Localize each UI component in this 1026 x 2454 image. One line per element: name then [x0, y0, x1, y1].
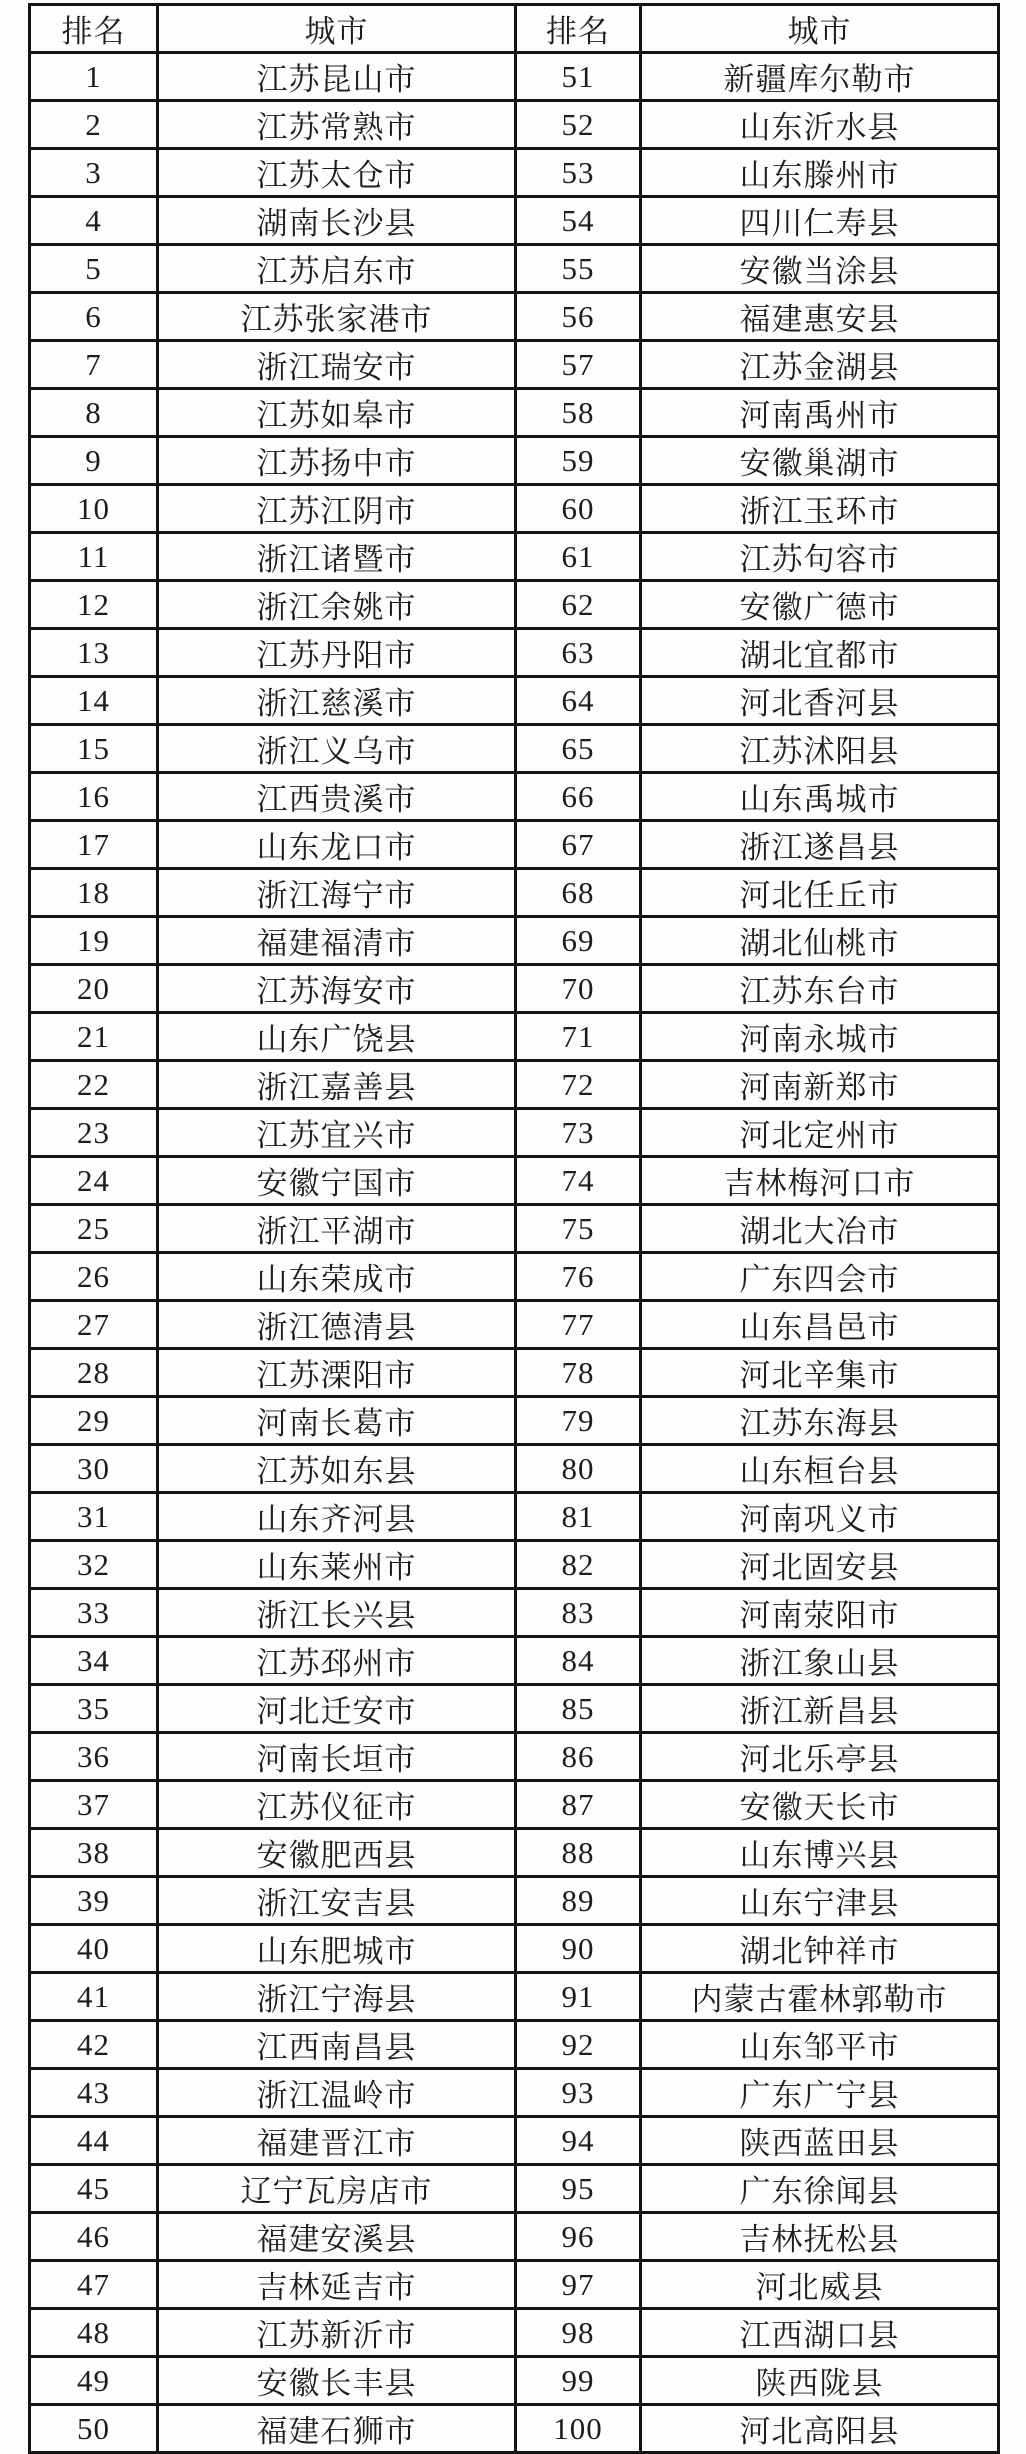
- table-row: [30, 293, 999, 341]
- city-cell: 湖北钟祥市: [641, 1925, 999, 1973]
- table-row: [30, 1301, 999, 1349]
- table-row: [30, 1925, 999, 1973]
- rank-cell: 7: [30, 341, 158, 389]
- city-cell: 山东齐河县: [158, 1493, 516, 1541]
- rank-cell: 89: [516, 1877, 641, 1925]
- rank-cell: 75: [516, 1205, 641, 1253]
- city-cell: 河南荥阳市: [641, 1589, 999, 1637]
- table-row: [30, 245, 999, 293]
- rank-cell: 66: [516, 773, 641, 821]
- city-cell: 浙江义乌市: [158, 725, 516, 773]
- table-row: [30, 1205, 999, 1253]
- rank-cell: 94: [516, 2117, 641, 2165]
- rank-cell: 46: [30, 2213, 158, 2261]
- rank-cell: 28: [30, 1349, 158, 1397]
- rank-cell: 9: [30, 437, 158, 485]
- rank-cell: 67: [516, 821, 641, 869]
- rank-cell: 18: [30, 869, 158, 917]
- rank-cell: 60: [516, 485, 641, 533]
- city-cell: 江苏扬中市: [158, 437, 516, 485]
- city-cell: 山东莱州市: [158, 1541, 516, 1589]
- table-row: [30, 1829, 999, 1877]
- city-cell: 山东荣成市: [158, 1253, 516, 1301]
- city-cell: 湖北仙桃市: [641, 917, 999, 965]
- city-cell: 河北乐亭县: [641, 1733, 999, 1781]
- table-row: [30, 965, 999, 1013]
- table-row: [30, 2405, 999, 2453]
- city-cell: 浙江慈溪市: [158, 677, 516, 725]
- table-row: [30, 2261, 999, 2309]
- rank-cell: 77: [516, 1301, 641, 1349]
- city-cell: 江苏如皋市: [158, 389, 516, 437]
- rank-cell: 78: [516, 1349, 641, 1397]
- rank-cell: 87: [516, 1781, 641, 1829]
- rank-cell: 29: [30, 1397, 158, 1445]
- city-cell: 安徽当涂县: [641, 245, 999, 293]
- table-row: [30, 2069, 999, 2117]
- rank-cell: 80: [516, 1445, 641, 1493]
- table-row: [30, 581, 999, 629]
- city-cell: 吉林梅河口市: [641, 1157, 999, 1205]
- city-cell: 山东肥城市: [158, 1925, 516, 1973]
- city-cell: 浙江余姚市: [158, 581, 516, 629]
- city-cell: 江苏宜兴市: [158, 1109, 516, 1157]
- rank-cell: 15: [30, 725, 158, 773]
- city-cell: 河南长垣市: [158, 1733, 516, 1781]
- table-row: [30, 2021, 999, 2069]
- city-cell: 浙江长兴县: [158, 1589, 516, 1637]
- rank-cell: 84: [516, 1637, 641, 1685]
- city-cell: 安徽广德市: [641, 581, 999, 629]
- city-ranking-table: [28, 3, 1000, 2454]
- city-cell: 福建石狮市: [158, 2405, 516, 2453]
- rank-cell: 19: [30, 917, 158, 965]
- city-cell: 山东桓台县: [641, 1445, 999, 1493]
- city-cell: 浙江象山县: [641, 1637, 999, 1685]
- rank-cell: 74: [516, 1157, 641, 1205]
- rank-cell: 2: [30, 101, 158, 149]
- rank-cell: 58: [516, 389, 641, 437]
- city-cell: 山东禹城市: [641, 773, 999, 821]
- city-cell: 吉林延吉市: [158, 2261, 516, 2309]
- city-cell: 安徽天长市: [641, 1781, 999, 1829]
- rank-cell: 50: [30, 2405, 158, 2453]
- city-cell: 山东沂水县: [641, 101, 999, 149]
- rank-cell: 36: [30, 1733, 158, 1781]
- header-rank-left: 排名: [30, 5, 158, 53]
- rank-cell: 33: [30, 1589, 158, 1637]
- table-row: [30, 197, 999, 245]
- city-cell: 河北辛集市: [641, 1349, 999, 1397]
- city-cell: 陕西陇县: [641, 2357, 999, 2405]
- table-row: [30, 1733, 999, 1781]
- city-cell: 江苏昆山市: [158, 53, 516, 101]
- rank-cell: 24: [30, 1157, 158, 1205]
- city-cell: 江苏仪征市: [158, 1781, 516, 1829]
- city-cell: 江苏启东市: [158, 245, 516, 293]
- rank-cell: 8: [30, 389, 158, 437]
- city-cell: 福建晋江市: [158, 2117, 516, 2165]
- rank-cell: 14: [30, 677, 158, 725]
- table-row: [30, 725, 999, 773]
- rank-cell: 100: [516, 2405, 641, 2453]
- table-row: [30, 2357, 999, 2405]
- city-cell: 河北固安县: [641, 1541, 999, 1589]
- city-cell: 江苏邳州市: [158, 1637, 516, 1685]
- city-cell: 河南新郑市: [641, 1061, 999, 1109]
- rank-cell: 40: [30, 1925, 158, 1973]
- city-cell: 河北定州市: [641, 1109, 999, 1157]
- city-cell: 浙江新昌县: [641, 1685, 999, 1733]
- rank-cell: 65: [516, 725, 641, 773]
- table-row: [30, 821, 999, 869]
- city-cell: 湖南长沙县: [158, 197, 516, 245]
- rank-cell: 32: [30, 1541, 158, 1589]
- rank-cell: 64: [516, 677, 641, 725]
- header-row: [30, 5, 999, 53]
- city-cell: 浙江瑞安市: [158, 341, 516, 389]
- city-cell: 山东滕州市: [641, 149, 999, 197]
- rank-cell: 72: [516, 1061, 641, 1109]
- city-cell: 广东四会市: [641, 1253, 999, 1301]
- city-cell: 江苏金湖县: [641, 341, 999, 389]
- table-row: [30, 149, 999, 197]
- table-row: [30, 1973, 999, 2021]
- city-cell: 江西南昌县: [158, 2021, 516, 2069]
- city-cell: 新疆库尔勒市: [641, 53, 999, 101]
- rank-cell: 26: [30, 1253, 158, 1301]
- table-row: [30, 485, 999, 533]
- table-row: [30, 2117, 999, 2165]
- city-cell: 浙江平湖市: [158, 1205, 516, 1253]
- city-cell: 江苏东台市: [641, 965, 999, 1013]
- rank-cell: 23: [30, 1109, 158, 1157]
- table-row: [30, 1349, 999, 1397]
- table-row: [30, 1253, 999, 1301]
- city-cell: 安徽宁国市: [158, 1157, 516, 1205]
- city-cell: 浙江安吉县: [158, 1877, 516, 1925]
- rank-cell: 45: [30, 2165, 158, 2213]
- city-cell: 湖北大冶市: [641, 1205, 999, 1253]
- city-cell: 河北任丘市: [641, 869, 999, 917]
- table-row: [30, 1781, 999, 1829]
- rank-cell: 98: [516, 2309, 641, 2357]
- rank-cell: 99: [516, 2357, 641, 2405]
- rank-cell: 31: [30, 1493, 158, 1541]
- rank-cell: 61: [516, 533, 641, 581]
- city-cell: 江苏海安市: [158, 965, 516, 1013]
- city-cell: 河南永城市: [641, 1013, 999, 1061]
- rank-cell: 79: [516, 1397, 641, 1445]
- rank-cell: 27: [30, 1301, 158, 1349]
- city-cell: 陕西蓝田县: [641, 2117, 999, 2165]
- rank-cell: 81: [516, 1493, 641, 1541]
- rank-cell: 10: [30, 485, 158, 533]
- city-cell: 山东宁津县: [641, 1877, 999, 1925]
- city-cell: 江苏东海县: [641, 1397, 999, 1445]
- table-row: [30, 533, 999, 581]
- city-cell: 广东徐闻县: [641, 2165, 999, 2213]
- rank-cell: 48: [30, 2309, 158, 2357]
- rank-cell: 44: [30, 2117, 158, 2165]
- rank-cell: 16: [30, 773, 158, 821]
- rank-cell: 97: [516, 2261, 641, 2309]
- city-cell: 山东昌邑市: [641, 1301, 999, 1349]
- table-row: [30, 2165, 999, 2213]
- rank-cell: 1: [30, 53, 158, 101]
- city-cell: 河北高阳县: [641, 2405, 999, 2453]
- rank-cell: 3: [30, 149, 158, 197]
- table-row: [30, 1541, 999, 1589]
- city-cell: 湖北宜都市: [641, 629, 999, 677]
- rank-cell: 92: [516, 2021, 641, 2069]
- rank-cell: 83: [516, 1589, 641, 1637]
- rank-cell: 38: [30, 1829, 158, 1877]
- rank-cell: 68: [516, 869, 641, 917]
- city-cell: 江西湖口县: [641, 2309, 999, 2357]
- rank-cell: 56: [516, 293, 641, 341]
- city-cell: 福建安溪县: [158, 2213, 516, 2261]
- rank-cell: 85: [516, 1685, 641, 1733]
- rank-cell: 20: [30, 965, 158, 1013]
- rank-cell: 51: [516, 53, 641, 101]
- city-cell: 福建福清市: [158, 917, 516, 965]
- rank-cell: 55: [516, 245, 641, 293]
- city-cell: 江西贵溪市: [158, 773, 516, 821]
- city-cell: 浙江玉环市: [641, 485, 999, 533]
- header-city-left: 城市: [158, 5, 516, 53]
- rank-cell: 54: [516, 197, 641, 245]
- table-row: [30, 1493, 999, 1541]
- table-row: [30, 917, 999, 965]
- city-cell: 江苏丹阳市: [158, 629, 516, 677]
- rank-cell: 95: [516, 2165, 641, 2213]
- table-row: [30, 1061, 999, 1109]
- rank-cell: 88: [516, 1829, 641, 1877]
- rank-cell: 62: [516, 581, 641, 629]
- rank-cell: 17: [30, 821, 158, 869]
- rank-cell: 91: [516, 1973, 641, 2021]
- city-cell: 浙江遂昌县: [641, 821, 999, 869]
- rank-cell: 12: [30, 581, 158, 629]
- city-cell: 山东博兴县: [641, 1829, 999, 1877]
- rank-cell: 76: [516, 1253, 641, 1301]
- table-row: [30, 1877, 999, 1925]
- rank-cell: 43: [30, 2069, 158, 2117]
- rank-cell: 86: [516, 1733, 641, 1781]
- rank-cell: 93: [516, 2069, 641, 2117]
- city-cell: 广东广宁县: [641, 2069, 999, 2117]
- table-row: [30, 437, 999, 485]
- city-cell: 江苏沭阳县: [641, 725, 999, 773]
- table-row: [30, 1445, 999, 1493]
- city-cell: 浙江宁海县: [158, 1973, 516, 2021]
- city-cell: 浙江海宁市: [158, 869, 516, 917]
- city-cell: 内蒙古霍林郭勒市: [641, 1973, 999, 2021]
- rank-cell: 35: [30, 1685, 158, 1733]
- city-cell: 四川仁寿县: [641, 197, 999, 245]
- rank-cell: 37: [30, 1781, 158, 1829]
- table-row: [30, 773, 999, 821]
- city-cell: 浙江温岭市: [158, 2069, 516, 2117]
- city-cell: 河北香河县: [641, 677, 999, 725]
- city-cell: 江苏溧阳市: [158, 1349, 516, 1397]
- city-cell: 河南长葛市: [158, 1397, 516, 1445]
- rank-cell: 41: [30, 1973, 158, 2021]
- rank-cell: 5: [30, 245, 158, 293]
- table-row: [30, 629, 999, 677]
- table-row: [30, 2213, 999, 2261]
- rank-cell: 82: [516, 1541, 641, 1589]
- table-row: [30, 1685, 999, 1733]
- city-cell: 河南巩义市: [641, 1493, 999, 1541]
- rank-cell: 42: [30, 2021, 158, 2069]
- city-cell: 江苏句容市: [641, 533, 999, 581]
- city-cell: 辽宁瓦房店市: [158, 2165, 516, 2213]
- rank-cell: 22: [30, 1061, 158, 1109]
- rank-cell: 47: [30, 2261, 158, 2309]
- header-city-right: 城市: [641, 5, 999, 53]
- city-cell: 山东邹平市: [641, 2021, 999, 2069]
- table-row: [30, 1589, 999, 1637]
- city-cell: 浙江诸暨市: [158, 533, 516, 581]
- rank-cell: 21: [30, 1013, 158, 1061]
- rank-cell: 6: [30, 293, 158, 341]
- rank-cell: 11: [30, 533, 158, 581]
- rank-cell: 71: [516, 1013, 641, 1061]
- rank-cell: 63: [516, 629, 641, 677]
- city-cell: 江苏张家港市: [158, 293, 516, 341]
- city-cell: 安徽巢湖市: [641, 437, 999, 485]
- rank-cell: 13: [30, 629, 158, 677]
- rank-cell: 39: [30, 1877, 158, 1925]
- table-row: [30, 1109, 999, 1157]
- city-cell: 浙江德清县: [158, 1301, 516, 1349]
- rank-cell: 4: [30, 197, 158, 245]
- rank-cell: 73: [516, 1109, 641, 1157]
- rank-cell: 52: [516, 101, 641, 149]
- header-rank-right: 排名: [516, 5, 641, 53]
- table-row: [30, 53, 999, 101]
- rank-cell: 70: [516, 965, 641, 1013]
- table-row: [30, 1157, 999, 1205]
- city-cell: 山东龙口市: [158, 821, 516, 869]
- city-cell: 江苏常熟市: [158, 101, 516, 149]
- city-cell: 浙江嘉善县: [158, 1061, 516, 1109]
- city-cell: 江苏太仓市: [158, 149, 516, 197]
- rank-cell: 49: [30, 2357, 158, 2405]
- city-cell: 江苏新沂市: [158, 2309, 516, 2357]
- city-cell: 安徽肥西县: [158, 1829, 516, 1877]
- city-cell: 河南禹州市: [641, 389, 999, 437]
- table-row: [30, 101, 999, 149]
- rank-cell: 90: [516, 1925, 641, 1973]
- city-cell: 吉林抚松县: [641, 2213, 999, 2261]
- table-row: [30, 1637, 999, 1685]
- table-row: [30, 869, 999, 917]
- rank-cell: 53: [516, 149, 641, 197]
- table-row: [30, 341, 999, 389]
- rank-cell: 30: [30, 1445, 158, 1493]
- rank-cell: 96: [516, 2213, 641, 2261]
- city-cell: 江苏江阴市: [158, 485, 516, 533]
- rank-cell: 59: [516, 437, 641, 485]
- rank-cell: 57: [516, 341, 641, 389]
- city-cell: 河北迁安市: [158, 1685, 516, 1733]
- city-cell: 江苏如东县: [158, 1445, 516, 1493]
- city-cell: 河北威县: [641, 2261, 999, 2309]
- city-cell: 山东广饶县: [158, 1013, 516, 1061]
- table-row: [30, 389, 999, 437]
- city-cell: 安徽长丰县: [158, 2357, 516, 2405]
- table-row: [30, 677, 999, 725]
- table-row: [30, 2309, 999, 2357]
- table-row: [30, 1013, 999, 1061]
- rank-cell: 34: [30, 1637, 158, 1685]
- rank-cell: 25: [30, 1205, 158, 1253]
- rank-cell: 69: [516, 917, 641, 965]
- city-cell: 福建惠安县: [641, 293, 999, 341]
- table-row: [30, 1397, 999, 1445]
